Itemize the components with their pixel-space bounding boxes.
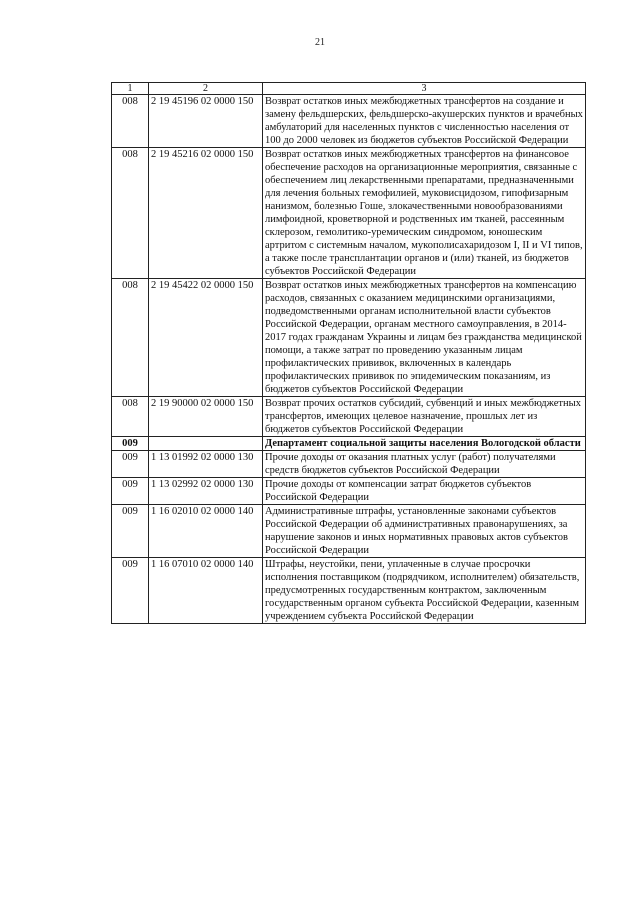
table-row — [112, 279, 586, 397]
kbk-code-cell: 2 19 45216 02 0000 150 — [149, 148, 263, 279]
admin-code-cell: 009 — [112, 451, 149, 478]
admin-code-cell: 008 — [112, 95, 149, 148]
admin-code-cell: 009 — [112, 505, 149, 558]
admin-code-cell: 009 — [112, 478, 149, 505]
revenue-name-cell: Прочие доходы от компенсации затрат бюджетов субъектов Российской Федерации — [263, 478, 586, 505]
kbk-code-cell: 2 19 90000 02 0000 150 — [149, 397, 263, 437]
kbk-code-cell: 1 16 02010 02 0000 140 — [149, 505, 263, 558]
table-row — [112, 505, 586, 558]
table-row — [112, 397, 586, 437]
table-row — [112, 558, 586, 624]
kbk-code-cell: 1 16 07010 02 0000 140 — [149, 558, 263, 624]
admin-code-cell: 008 — [112, 397, 149, 437]
column-header-2: 2 — [149, 83, 263, 95]
table-row — [112, 95, 586, 148]
kbk-code-cell: 2 19 45422 02 0000 150 — [149, 279, 263, 397]
kbk-code-cell: 1 13 01992 02 0000 130 — [149, 451, 263, 478]
column-header-3: 3 — [263, 83, 586, 95]
table-row — [112, 148, 586, 279]
table-row — [112, 451, 586, 478]
revenue-name-cell: Возврат остатков иных межбюджетных трансфертов на создание и замену фельдшерских, фельдшерско-акушерских пунктов и врачебных амбулаторий для населенных пунктов с численностью населения от 100 до 2000 человек из бюджетов субъектов Российской Федерации — [263, 95, 586, 148]
page-number: 21 — [315, 37, 325, 48]
revenue-name-cell: Штрафы, неустойки, пени, уплаченные в случае просрочки исполнения поставщиком (подрядчиком, исполнителем) обязательств, предусмотренных государственным контрактом, заключенным государственным органом субъекта Российской Федерации, казенным учреждением субъекта Российской Федерации — [263, 558, 586, 624]
revenue-name-cell: Возврат остатков иных межбюджетных трансфертов на финансовое обеспечение расходов на организационные мероприятия, связанные с обеспечением лиц лекарственными препаратами, предназначенными для лечения больных гемофилией, муковисцидозом, гипофизарным нанизмом, болезнью Гоше, злокачественными новообразованиями лимфоидной, кроветворной и родственных им тканей, рассеянным склерозом, гемолитико-уремическим синдромом, юношеским артритом с системным началом, мукополисахаридозом I, II и VI типов, а также после трансплантации органов и (или) тканей, из бюджетов субъектов Российской Федерации — [263, 148, 586, 279]
kbk-code-cell — [149, 437, 263, 451]
revenue-name-cell: Возврат остатков иных межбюджетных трансфертов на компенсацию расходов, связанных с оказанием медицинскими организациями, подведомственными органам исполнительной власти субъектов Российской Федерации, органам местного самоуправления, в 2014-2017 годах гражданам Украины и лицам без гражданства медицинской помощи, а также затрат по проведению указанным лицам профилактических прививок, включенных в календарь профилактических прививок по эпидемическим показаниям, из бюджетов субъектов Российской Федерации — [263, 279, 586, 397]
revenue-name-cell: Прочие доходы от оказания платных услуг (работ) получателями средств бюджетов субъектов Российской Федерации — [263, 451, 586, 478]
admin-code-cell: 009 — [112, 437, 149, 451]
kbk-code-cell: 2 19 45196 02 0000 150 — [149, 95, 263, 148]
table-row — [112, 478, 586, 505]
admin-code-cell: 008 — [112, 148, 149, 279]
department-row — [112, 437, 586, 451]
column-header-1: 1 — [112, 83, 149, 95]
revenue-name-cell: Возврат прочих остатков субсидий, субвенций и иных межбюджетных трансфертов, имеющих целевое назначение, прошлых лет из бюджетов субъектов Российской Федерации — [263, 397, 586, 437]
revenue-codes-table — [111, 82, 586, 624]
kbk-code-cell: 1 13 02992 02 0000 130 — [149, 478, 263, 505]
table-header-row — [112, 83, 586, 95]
revenue-name-cell: Административные штрафы, установленные законами субъектов Российской Федерации об административных правонарушениях, за нарушение законов и иных нормативных правовых актов субъектов Российской Федерации — [263, 505, 586, 558]
admin-code-cell: 009 — [112, 558, 149, 624]
department-name-cell: Департамент социальной защиты населения Вологодской области — [263, 437, 586, 451]
admin-code-cell: 008 — [112, 279, 149, 397]
